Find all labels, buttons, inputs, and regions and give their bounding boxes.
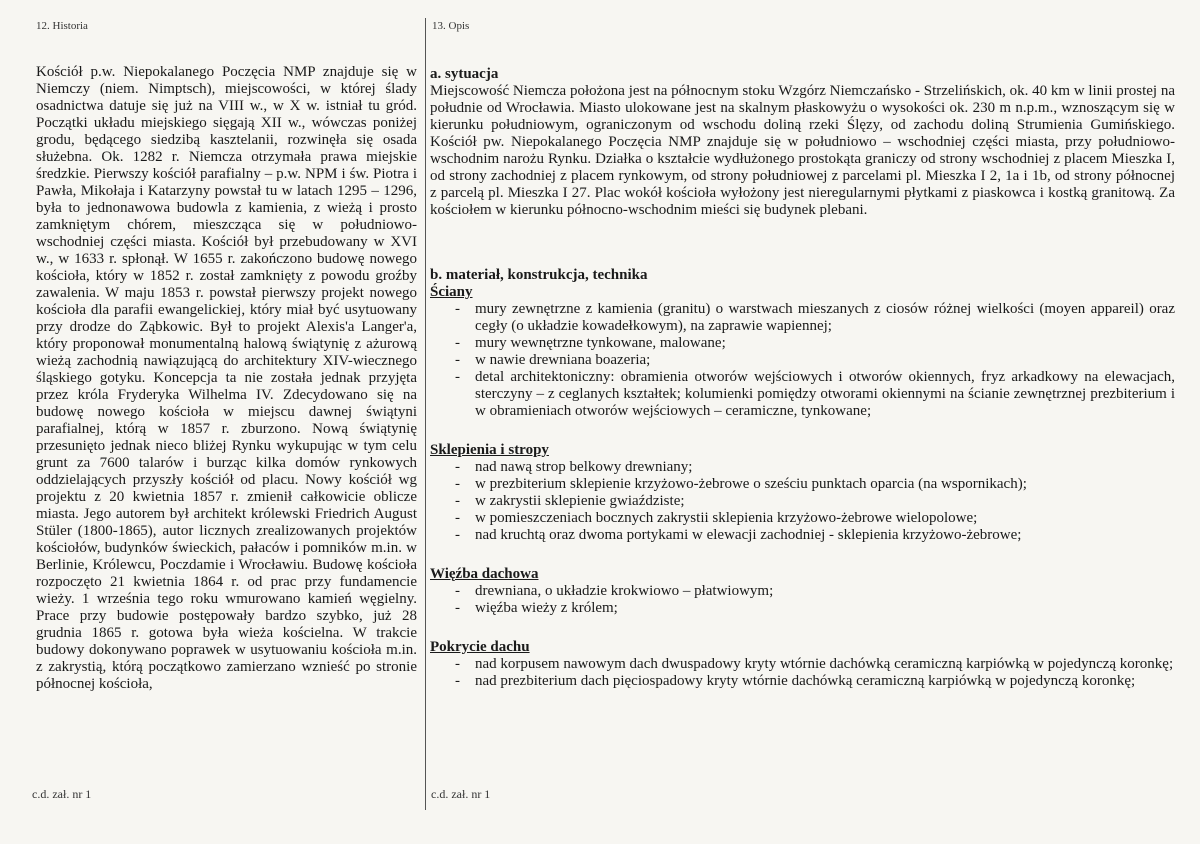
list-item: - w pomieszczeniach bocznych zakrystii sklepienia krzyżowo-żebrowe wielopolowe; [430, 510, 1175, 527]
sytuacja-text: Miejscowość Niemcza położona jest na północnym stoku Wzgórz Niemczańsko - Strzelińskich, ok. 40 km w linii prostej na południe od Wrocławia. Miasto ulokowane jest na skalnym płaskowyżu o wysokości ok. 230 m n.p.m., wznoszącym się w kierunku południowym, ograniczonym od wschodu doliną rzeki Ślęzy, od zachodu doliną Strumienia Gumińskiego. Kościół pw. Niepokalanego Poczęcia NMP znajduje się w południowo – wschodniej części miasta, przy południowo-wschodnim narożu Rynku. Działka o kształcie wydłużonego prostokąta graniczy od strony wschodniej z placem Mieszka I, od strony zachodniej z placem rynkowym, od strony południowej z parcelami pl. Mieszka I 2, 1a i 1b, od strony północnej z parcelą pl. Mieszka I 27. Plac wokół kościoła wyłożony jest nieregularnymi płytkami z piaskowca i kostką granitową. Za kościołem w kierunku północno-wschodnim mieści się budynek plebani. [430, 83, 1175, 218]
list-item: - mury wewnętrzne tynkowane, malowane; [430, 335, 1175, 352]
wiezba-list [430, 583, 1175, 617]
pokrycie-list [430, 656, 1175, 690]
section-header-historia: 12. Historia [36, 20, 88, 32]
list-item: - nad nawą strop belkowy drewniany; [430, 459, 1175, 476]
list-item: - drewniana, o układzie krokwiowo – płatwiowym; [430, 583, 1175, 600]
list-item: - więźba wieży z królem; [430, 600, 1175, 617]
list-item: - nad prezbiterium dach pięciospadowy kryty wtórnie dachówką ceramiczną karpiówką w pojedynczą koronkę; [430, 673, 1175, 690]
sklepienia-list [430, 459, 1175, 544]
list-item: - w zakrystii sklepienie gwiaździste; [430, 493, 1175, 510]
list-item: - w prezbiterium sklepienie krzyżowo-żebrowe o sześciu punktach oparcia (na wspornikach); [430, 476, 1175, 493]
historia-footer: c.d. zał. nr 1 [32, 787, 92, 801]
list-item: - mury zewnętrzne z kamienia (granitu) o warstwach mieszanych z ciosów różnej wielkości (moyen appareil) oraz cegły (o układzie kowadełkowym), na zaprawie wapiennej; [430, 301, 1175, 335]
pokrycie-title: Pokrycie dachu [430, 639, 530, 655]
wiezba-title: Więźba dachowa [430, 566, 539, 582]
material-title: b. materiał, konstrukcja, technika [430, 267, 648, 283]
opis-footer: c.d. zał. nr 1 [431, 787, 491, 801]
sytuacja-title: a. sytuacja [430, 66, 499, 82]
historia-text: Kościół p.w. Niepokalanego Poczęcia NMP znajduje się w Niemczy (niem. Nimptsch), miejscowości, w której ślady osadnictwa datuje się już na VIII w., w X w. istniał tu gród. Początki układu miejskiego sięgają XII w., wówczas poniżej grodu, będącego siedzibą kasztelanii, rozwinęła się osada służebna. Ok. 1282 r. Niemcza otrzymała prawa miejskie średzkie. Pierwszy kościół parafialny – p.w. NPM i św. Piotra i Pawła, Mikołaja i Katarzyny powstał tu w latach 1295 – 1296, była to jednonawowa budowla z kamienia, z wieżą i prosto zamkniętym chórem, mieszcząca się w południowo-wschodniej części miasta. Kościół był przebudowany w XVI w., w 1633 r. spłonął. W 1655 r. zakończono budowę nowego kościoła, który w 1852 r. został zamknięty z powodu groźby zawalenia. W maju 1853 r. powstał pierwszy projekt nowego kościoła dla parafii ewangelickiej, który miał być usytuowany przy drodze do Ząbkowic. Był to projekt Alexis'a Langer'a, który proponował monumentalną halową świątynię z ażurową wieżą zachodnią nawiązującą do architektury XIV-wiecznego śląskiego gotyku. Koncepcja ta nie została jednak przyjęta przez króla Fryderyka Wilhelma IV. Zdecydowano się na budowę nowego kościoła w miejscu dawnej świątyni parafialnej, którą w 1857 r. zburzono. Nową świątynię przesunięto jednak nieco bliżej Rynku wykupując w tym celu grunt za 7600 talarów i burząc kilka domów rynkowych oddzielających przyszły kościół od placu. Nowy kościół wg projektu z 20 kwietnia 1857 r. zmienił całkowicie oblicze miasta. Jego autorem był architekt królewski Friedrich August Stüler (1800-1865), autor licznych zrealizowanych projektów kościołów, budynków świeckich, pałaców i pomników m.in. w Berlinie, Królewcu, Poczdamie i Wrocławiu. Budowę kościoła rozpoczęto 21 kwietnia 1864 r. od prac przy fundamencie wieży. 1 września tego roku wmurowano kamień węgielny. Prace przy budowie postępowały bardzo szybko, już 28 grudnia 1865 r. gotowa była wieża kościelna. W trakcie budowy dokonywano poprawek w usytuowaniu kościoła m.in. z zakrystią, którą początkowo zamierzano wznieść po stronie północnej kościoła, [36, 64, 417, 692]
list-item: - nad korpusem nawowym dach dwuspadowy kryty wtórnie dachówką ceramiczną karpiówką w pojedynczą koronkę; [430, 656, 1175, 673]
column-divider [425, 18, 426, 810]
sciany-title: Ściany [430, 284, 473, 300]
list-item: - w nawie drewniana boazeria; [430, 352, 1175, 369]
sciany-list [430, 301, 1175, 420]
sklepienia-title: Sklepienia i stropy [430, 442, 549, 458]
opis-column [430, 66, 1175, 690]
historia-column [36, 64, 417, 693]
section-header-opis: 13. Opis [432, 20, 470, 32]
list-item: - detal architektoniczny: obramienia otworów wejściowych i otworów okiennych, fryz arkadkowy na elewacjach, sterczyny – z ceglanych kształtek; kolumienki pomiędzy otworami okiennymi na ścianie zewnętrznej prezbiterium i w obramieniach otworów wejściowych – ceramiczne, tynkowane; [430, 369, 1175, 420]
list-item: - nad kruchtą oraz dwoma portykami w elewacji zachodniej - sklepienia krzyżowo-żebrowe; [430, 527, 1175, 544]
